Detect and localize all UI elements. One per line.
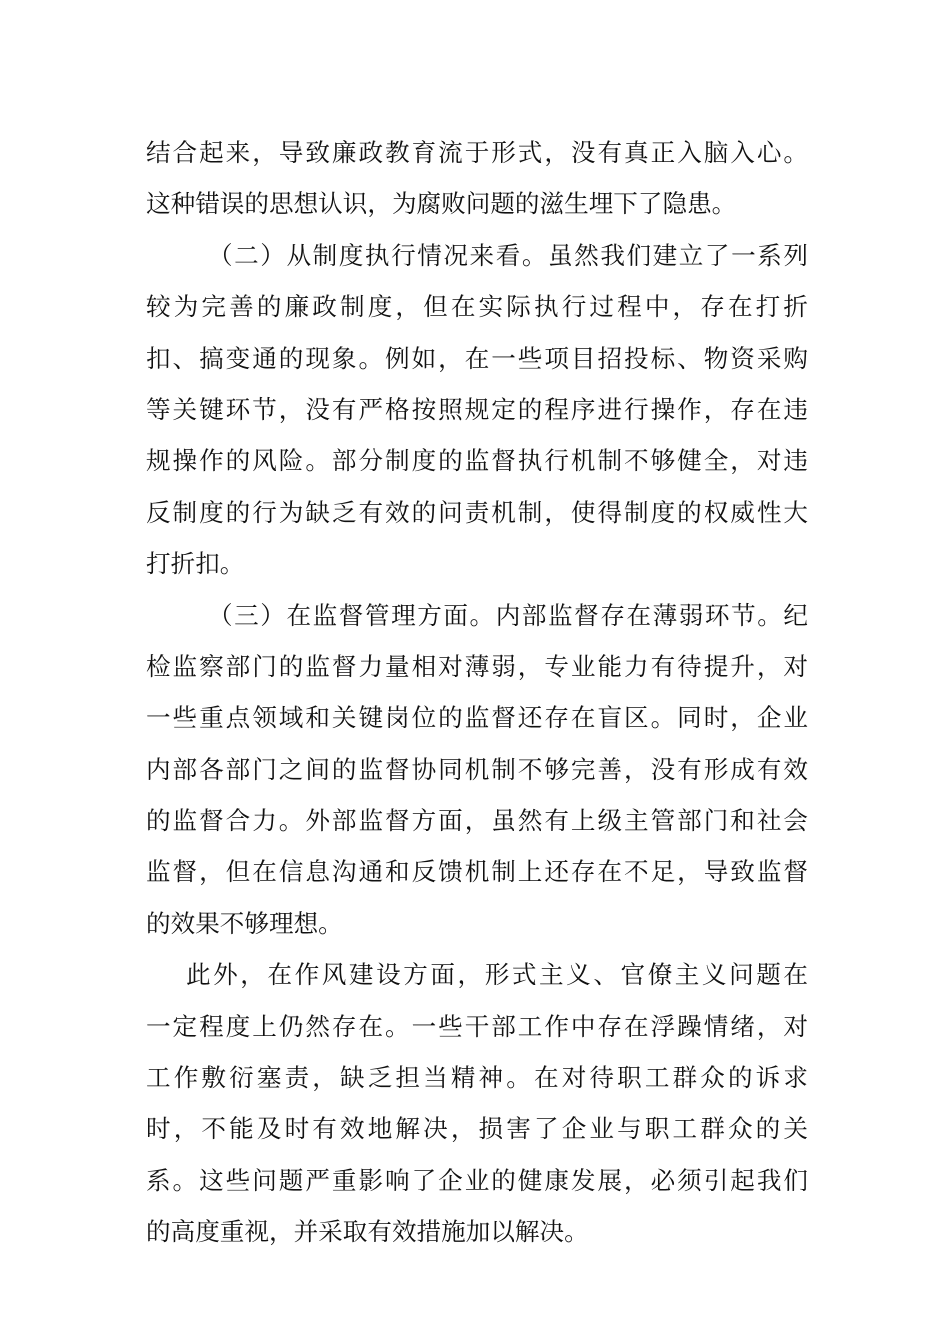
text-line: 检监察部门的监督力量相对薄弱，专业能力有待提升，对 (146, 651, 808, 681)
body-text (146, 127, 808, 1258)
text-line: 反制度的行为缺乏有效的问责机制，使得制度的权威性大 (146, 497, 808, 527)
text-line: 这种错误的思想认识，为腐败问题的滋生埋下了隐患。 (146, 189, 737, 219)
section-heading-line: （二）从制度执行情况来看。虽然我们建立了一系列 (208, 240, 808, 270)
text-line: 工作敷衍塞责，缺乏担当精神。在对待职工群众的诉求 (146, 1063, 808, 1093)
text-line: 的效果不够理想。 (146, 908, 343, 938)
paragraph-start-line: 此外，在作风建设方面，形式主义、官僚主义问题在 (186, 960, 808, 990)
text-line: 一定程度上仍然存在。一些干部工作中存在浮躁情绪，对 (146, 1011, 808, 1041)
section-heading-line: （三）在监督管理方面。内部监督存在薄弱环节。纪 (208, 600, 808, 630)
text-line: 打折扣。 (146, 549, 245, 579)
text-line: 监督，但在信息沟通和反馈机制上还存在不足，导致监督 (146, 857, 808, 887)
text-line: 的高度重视，并采取有效措施加以解决。 (146, 1217, 589, 1247)
text-line: 较为完善的廉政制度，但在实际执行过程中，存在打折 (146, 292, 808, 322)
text-line: 的监督合力。外部监督方面，虽然有上级主管部门和社会 (146, 806, 808, 836)
text-line: 一些重点领域和关键岗位的监督还存在盲区。同时，企业 (146, 703, 808, 733)
text-line: 扣、搞变通的现象。例如，在一些项目招投标、物资采购 (146, 343, 808, 373)
text-line: 规操作的风险。部分制度的监督执行机制不够健全，对违 (146, 446, 808, 476)
text-line: 结合起来，导致廉政教育流于形式，没有真正入脑入心。 (146, 138, 808, 167)
text-line: 内部各部门之间的监督协同机制不够完善，没有形成有效 (146, 754, 808, 784)
text-line: 系。这些问题严重影响了企业的健康发展，必须引起我们 (146, 1165, 808, 1195)
text-line: 时，不能及时有效地解决，损害了企业与职工群众的关 (146, 1114, 808, 1144)
text-line: 等关键环节，没有严格按照规定的程序进行操作，存在违 (146, 394, 808, 424)
